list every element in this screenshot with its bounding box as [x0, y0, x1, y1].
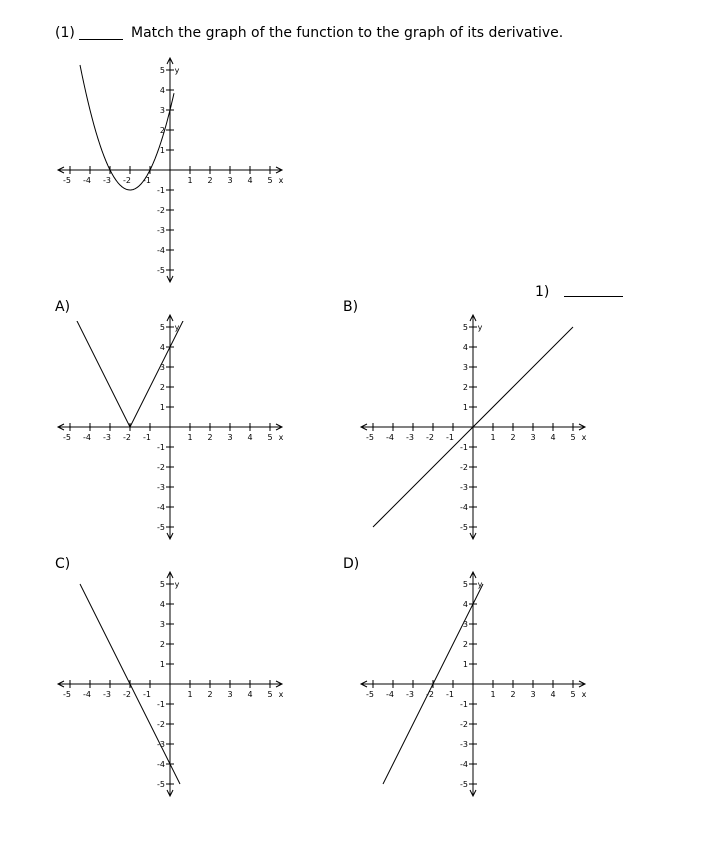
- x-tick-label: -1: [446, 433, 454, 442]
- x-tick-label: -4: [83, 433, 91, 442]
- y-tick-label: -3: [157, 483, 165, 492]
- x-tick-label: 5: [267, 690, 273, 699]
- y-tick-label: -3: [157, 226, 165, 235]
- y-tick-label: 3: [462, 363, 468, 372]
- x-axis-name: x: [278, 433, 284, 442]
- y-tick-label: -4: [460, 503, 468, 512]
- y-tick-label: -1: [157, 186, 165, 195]
- y-tick-label: 3: [462, 620, 468, 629]
- x-tick-label: 1: [187, 433, 193, 442]
- x-tick-label: -3: [406, 433, 414, 442]
- x-tick-label: 3: [530, 433, 536, 442]
- y-axis-name: y: [174, 66, 180, 75]
- x-tick-label: -4: [83, 176, 91, 185]
- answer-blank[interactable]: [564, 296, 623, 297]
- y-tick-label: -4: [157, 503, 165, 512]
- x-tick-label: -5: [63, 176, 71, 185]
- option-c-label: C): [55, 556, 71, 572]
- x-tick-label: 1: [490, 433, 496, 442]
- y-tick-label: -4: [460, 760, 468, 769]
- x-tick-label: -4: [386, 433, 394, 442]
- x-tick-label: 1: [187, 176, 193, 185]
- y-tick-label: 2: [462, 640, 468, 649]
- x-tick-label: 4: [550, 690, 556, 699]
- x-tick-label: -5: [63, 690, 71, 699]
- x-tick-label: 3: [227, 433, 233, 442]
- x-tick-label: -3: [103, 176, 111, 185]
- y-tick-label: 5: [159, 580, 165, 589]
- x-tick-label: 2: [510, 433, 516, 442]
- y-axis-name: y: [477, 580, 483, 589]
- y-tick-label: 4: [159, 86, 165, 95]
- y-tick-label: 4: [462, 600, 468, 609]
- y-tick-label: -2: [157, 206, 165, 215]
- x-tick-label: -2: [123, 690, 131, 699]
- x-tick-label: 1: [187, 690, 193, 699]
- x-tick-label: 5: [267, 433, 273, 442]
- y-tick-label: 1: [462, 403, 468, 412]
- x-tick-label: -2: [426, 433, 434, 442]
- x-tick-label: 2: [207, 433, 213, 442]
- option-a-graph: [40, 302, 300, 547]
- x-axis-name: x: [278, 690, 284, 699]
- y-tick-label: -5: [460, 523, 468, 532]
- y-tick-label: 1: [159, 403, 165, 412]
- y-tick-label: 3: [159, 106, 165, 115]
- x-axis-name: x: [581, 690, 587, 699]
- y-tick-label: -3: [460, 740, 468, 749]
- option-b-label: B): [343, 299, 359, 315]
- x-tick-label: -2: [123, 433, 131, 442]
- y-tick-label: 5: [462, 580, 468, 589]
- y-tick-label: 1: [159, 660, 165, 669]
- x-tick-label: 1: [490, 690, 496, 699]
- x-tick-label: -5: [366, 690, 374, 699]
- y-tick-label: 3: [159, 363, 165, 372]
- x-tick-label: 5: [267, 176, 273, 185]
- y-tick-label: -2: [157, 463, 165, 472]
- y-axis-name: y: [174, 323, 180, 332]
- y-tick-label: 5: [159, 66, 165, 75]
- y-tick-label: -5: [157, 523, 165, 532]
- x-tick-label: -1: [143, 176, 151, 185]
- x-tick-label: -1: [143, 433, 151, 442]
- question-text: Match the graph of the function to the graph of its derivative.: [131, 25, 564, 41]
- y-tick-label: 4: [159, 343, 165, 352]
- y-tick-label: 2: [159, 383, 165, 392]
- x-tick-label: 4: [247, 433, 253, 442]
- y-tick-label: 1: [462, 660, 468, 669]
- y-tick-label: 5: [159, 323, 165, 332]
- y-tick-label: 3: [159, 620, 165, 629]
- x-tick-label: 2: [207, 176, 213, 185]
- x-tick-label: -4: [83, 690, 91, 699]
- y-tick-label: -1: [460, 700, 468, 709]
- x-tick-label: -3: [406, 690, 414, 699]
- y-axis-name: y: [174, 580, 180, 589]
- option-d-label: D): [343, 556, 360, 572]
- x-tick-label: -5: [63, 433, 71, 442]
- question-answer-blank[interactable]: [79, 39, 123, 40]
- x-tick-label: 5: [570, 690, 576, 699]
- x-tick-label: 3: [227, 176, 233, 185]
- y-tick-label: -5: [157, 780, 165, 789]
- y-tick-label: 2: [462, 383, 468, 392]
- y-tick-label: 4: [462, 343, 468, 352]
- y-axis-name: y: [477, 323, 483, 332]
- x-axis-name: x: [581, 433, 587, 442]
- y-tick-label: -2: [157, 720, 165, 729]
- x-tick-label: -4: [386, 690, 394, 699]
- y-tick-label: 4: [159, 600, 165, 609]
- x-tick-label: 5: [570, 433, 576, 442]
- y-tick-label: 2: [159, 640, 165, 649]
- x-tick-label: 4: [550, 433, 556, 442]
- x-tick-label: -5: [366, 433, 374, 442]
- x-tick-label: 3: [530, 690, 536, 699]
- y-tick-label: 1: [159, 146, 165, 155]
- y-tick-label: -1: [460, 443, 468, 452]
- answer-label: 1): [535, 284, 550, 300]
- option-a-curve: [70, 287, 200, 427]
- x-tick-label: -1: [446, 690, 454, 699]
- y-tick-label: -2: [460, 720, 468, 729]
- option-d-graph: [343, 559, 603, 804]
- y-tick-label: -4: [157, 760, 165, 769]
- x-tick-label: 2: [510, 690, 516, 699]
- x-axis-name: x: [278, 176, 284, 185]
- y-tick-label: -3: [460, 483, 468, 492]
- y-tick-label: 5: [462, 323, 468, 332]
- x-tick-label: -3: [103, 433, 111, 442]
- option-b-graph: [343, 302, 603, 547]
- y-tick-label: 2: [159, 126, 165, 135]
- y-tick-label: -1: [157, 700, 165, 709]
- y-tick-label: -2: [460, 463, 468, 472]
- x-tick-label: 4: [247, 690, 253, 699]
- y-tick-label: -4: [157, 246, 165, 255]
- x-tick-label: 3: [227, 690, 233, 699]
- x-tick-label: -2: [123, 176, 131, 185]
- y-tick-label: -3: [157, 740, 165, 749]
- option-a-label: A): [55, 299, 71, 315]
- y-tick-label: -5: [157, 266, 165, 275]
- x-tick-label: 2: [207, 690, 213, 699]
- function-graph: [40, 45, 300, 290]
- x-tick-label: -2: [426, 690, 434, 699]
- y-tick-label: -1: [157, 443, 165, 452]
- y-tick-label: -5: [460, 780, 468, 789]
- x-tick-label: 4: [247, 176, 253, 185]
- x-tick-label: -3: [103, 690, 111, 699]
- question-number: (1): [55, 25, 75, 41]
- option-c-graph: [40, 559, 300, 804]
- x-tick-label: -1: [143, 690, 151, 699]
